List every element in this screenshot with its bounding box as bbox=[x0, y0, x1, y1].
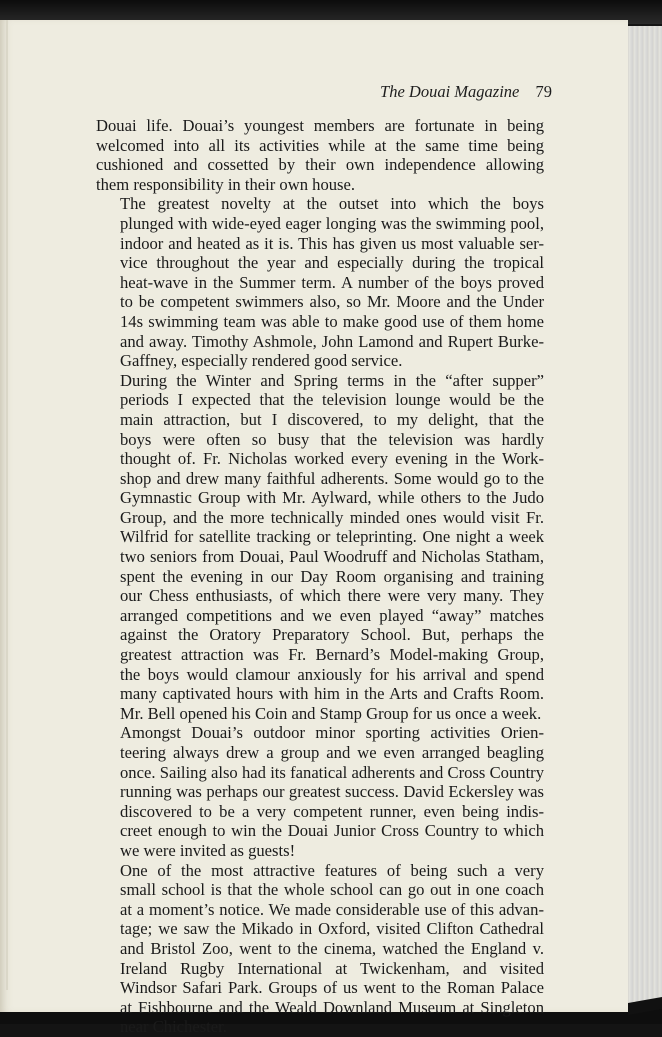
page-gutter bbox=[6, 20, 8, 990]
text-line: cushioned and cossetted by their own independence allowing bbox=[96, 155, 544, 175]
paragraph bbox=[96, 194, 544, 370]
text-line: once. Sailing also had its fanatical adherents and Cross Country bbox=[120, 762, 544, 782]
text-line: Windsor Safari Park. Groups of us went to the Roman Palace bbox=[120, 978, 544, 998]
stacked-page-edges bbox=[628, 26, 662, 1006]
text-line: plunged with wide-eyed eager longing was the swimming pool, bbox=[120, 213, 544, 233]
text-line: Douai life. Douai’s youngest members are fortunate in being bbox=[96, 116, 544, 135]
text-line: vice throughout the year and especially during the tropical bbox=[120, 253, 544, 273]
paragraph bbox=[96, 116, 544, 194]
text-line: our Chess enthusiasts, of which there were very many. They bbox=[120, 586, 544, 606]
text-line: welcomed into all its activities while at the same time being bbox=[96, 135, 544, 155]
text-line: running was perhaps our greatest success. David Eckersley was bbox=[120, 782, 544, 802]
text-line: Amongst Douai’s outdoor minor sporting activities Orien- bbox=[120, 723, 544, 743]
text-line: them responsibility in their own house. bbox=[96, 174, 356, 194]
text-line: Ireland Rugby International at Twickenham, and visited bbox=[120, 958, 544, 978]
article-body bbox=[96, 116, 544, 1037]
text-line: two seniors from Douai, Paul Woodruff and Nicholas Statham, bbox=[120, 547, 544, 567]
text-line: and Bristol Zoo, went to the cinema, watched the England v. bbox=[120, 938, 544, 958]
text-line: Gaffney, especially rendered good service. bbox=[120, 351, 403, 371]
text-line: 14s swimming team was able to make good use of them home bbox=[120, 311, 544, 331]
text-line: we were invited as guests! bbox=[120, 840, 296, 860]
text-line: near Chichester. bbox=[120, 1017, 227, 1037]
text-line: to be competent swimmers also, so Mr. Moore and the Under bbox=[120, 292, 544, 312]
text-line: One of the most attractive features of being such a very bbox=[120, 860, 544, 880]
text-line: thought of. Fr. Nicholas worked every evening in the Work- bbox=[120, 449, 544, 469]
publication-title: The Douai Magazine bbox=[380, 82, 520, 101]
text-line: shop and drew many faithful adherents. Some would go to the bbox=[120, 468, 544, 488]
text-line: Gymnastic Group with Mr. Aylward, while others to the Judo bbox=[120, 488, 544, 508]
paragraph bbox=[96, 371, 544, 724]
text-line: main attraction, but I discovered, to my delight, that the bbox=[120, 409, 544, 429]
text-line: The greatest novelty at the outset into which the boys bbox=[120, 194, 544, 214]
text-line: heat-wave in the Summer term. A number of the boys proved bbox=[120, 272, 544, 292]
text-line: against the Oratory Preparatory School. But, perhaps the bbox=[120, 625, 544, 645]
text-line: creet enough to win the Douai Junior Cross Country to which bbox=[120, 821, 544, 841]
text-line: spent the evening in our Day Room organising and training bbox=[120, 566, 544, 586]
text-line: teering always drew a group and we even arranged beagling bbox=[120, 743, 544, 762]
text-line: Wilfrid for satellite tracking or teleprinting. One night a week bbox=[120, 527, 544, 547]
text-line: greatest attraction was Fr. Bernard’s Model-making Group, bbox=[120, 645, 544, 665]
page-number: 79 bbox=[535, 82, 552, 101]
text-line: During the Winter and Spring terms in the “after supper” bbox=[120, 370, 544, 390]
text-line: at Fishbourne and the Weald Downland Museum at Singleton bbox=[120, 997, 544, 1017]
text-line: small school is that the whole school can go out in one coach bbox=[120, 880, 544, 900]
text-line: indoor and heated as it is. This has given us most valuable ser- bbox=[120, 233, 544, 253]
text-line: many captivated hours with him in the Arts and Crafts Room. bbox=[120, 684, 544, 704]
text-line: and away. Timothy Ashmole, John Lamond and Rupert Burke- bbox=[120, 331, 544, 351]
text-line: arranged competitions and we even played “away” matches bbox=[120, 605, 544, 625]
text-line: tage; we saw the Mikado in Oxford, visited Clifton Cathedral bbox=[120, 919, 544, 939]
text-line: the boys would clamour anxiously for his arrival and spend bbox=[120, 664, 544, 684]
text-line: boys were often so busy that the television was hardly bbox=[120, 429, 544, 449]
text-line: discovered to be a very competent runner, even being indis- bbox=[120, 801, 544, 821]
paragraph bbox=[96, 723, 544, 860]
text-line: at a moment’s notice. We made considerable use of this advan- bbox=[120, 899, 544, 919]
text-line: periods I expected that the television lounge would be the bbox=[120, 390, 544, 410]
running-head bbox=[380, 82, 552, 102]
text-line: Mr. Bell opened his Coin and Stamp Group for us once a week. bbox=[120, 703, 542, 723]
text-line: Group, and the more technically minded ones would visit Fr. bbox=[120, 507, 544, 527]
paragraph bbox=[96, 861, 544, 1037]
